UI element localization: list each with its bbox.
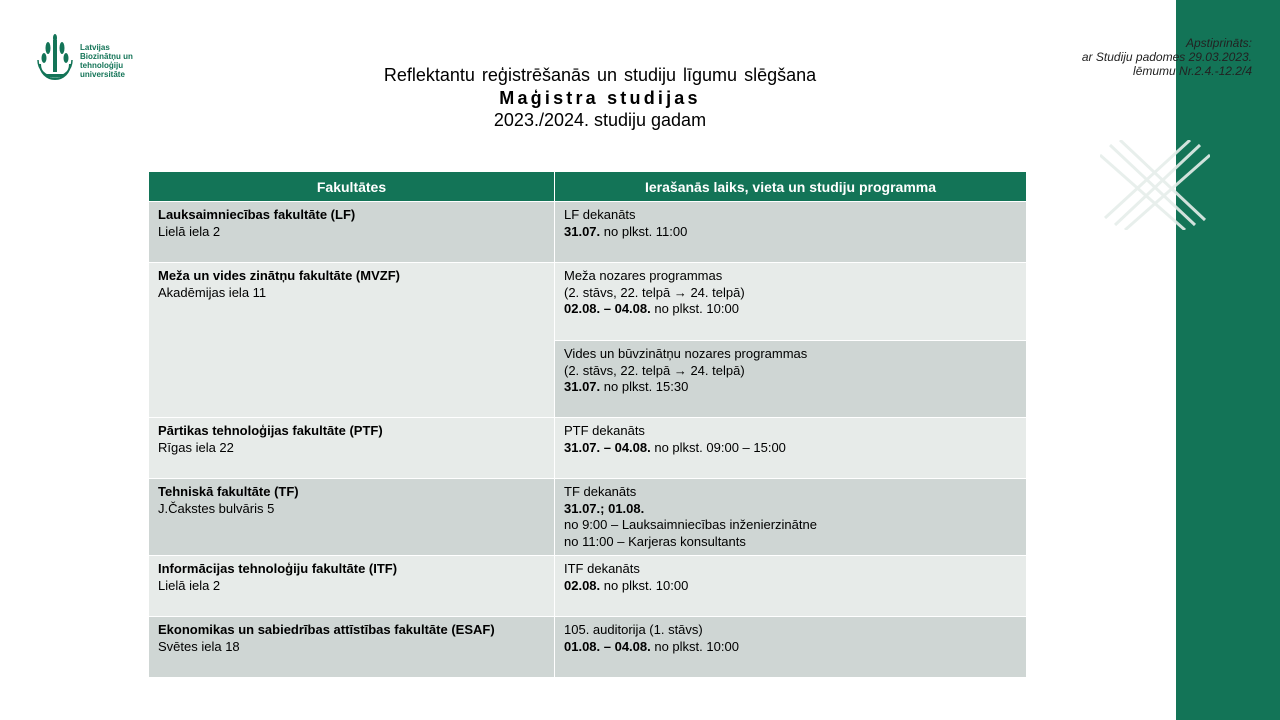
- arrival-place: Vides un būvzinātņu nozares programmas: [564, 346, 808, 361]
- faculty-name: Pārtikas tehnoloģijas fakultāte (PTF): [158, 423, 383, 438]
- arrival-cell: [555, 556, 1027, 617]
- arrival-date: 31.07.: [564, 223, 601, 239]
- column-header-faculties: Fakultātes: [149, 172, 555, 202]
- table-row: [149, 263, 1027, 341]
- arrival-cell: [555, 418, 1027, 479]
- table-row: [149, 556, 1027, 617]
- faculty-name: Meža un vides zinātņu fakultāte (MVZF): [158, 268, 400, 283]
- arrival-place: TF dekanāts: [564, 484, 637, 499]
- logo-line: Biozinātņu un: [80, 52, 133, 61]
- arrival-note: no 11:00 – Karjeras konsultants: [564, 533, 746, 549]
- arrival-datetime: [564, 639, 1017, 656]
- arrival-room: (2. stāvs, 22. telpā → 24. telpā): [564, 284, 745, 300]
- logo-line: Latvijas: [80, 43, 110, 52]
- table-row: [149, 418, 1027, 479]
- arrival-cell: [555, 617, 1027, 678]
- faculty-cell: [149, 479, 555, 556]
- arrival-time: no plkst. 09:00 – 15:00: [650, 439, 786, 455]
- faculty-address: J.Čakstes bulvāris 5: [158, 500, 275, 516]
- faculty-address: Lielā iela 2: [158, 577, 221, 593]
- arrival-datetime: [564, 578, 1017, 595]
- arrival-datetime: [564, 379, 1017, 396]
- arrival-datetime: [564, 301, 1017, 318]
- arrival-date: 31.07.: [564, 379, 601, 394]
- university-logo: [34, 34, 133, 88]
- title-main: Reflektantu reģistrēšanās un studiju līgumu slēgšana: [383, 65, 817, 85]
- faculty-name: Lauksaimniecības fakultāte (LF): [158, 207, 356, 222]
- faculty-cell: [149, 556, 555, 617]
- approval-note: [992, 36, 1252, 78]
- arrival-datetime: [564, 224, 1017, 241]
- arrival-cell: [555, 263, 1027, 341]
- page-title: [300, 64, 900, 132]
- table-row: [149, 617, 1027, 678]
- faculty-address: Lielā iela 2: [158, 223, 221, 239]
- faculty-name: Informācijas tehnoloģiju fakultāte (ITF): [158, 561, 398, 576]
- faculty-address: Rīgas iela 22: [158, 439, 234, 455]
- arrival-room: (2. stāvs, 22. telpā → 24. telpā): [564, 362, 745, 378]
- arrival-note: no 9:00 – Lauksaimniecības inženierzinātne: [564, 517, 817, 532]
- faculty-cell: [149, 617, 555, 678]
- arrival-place: PTF dekanāts: [564, 423, 645, 438]
- arrival-time: no plkst. 11:00: [600, 223, 688, 239]
- arrival-place: ITF dekanāts: [564, 561, 640, 576]
- arrival-date: 31.07. – 04.08.: [564, 439, 651, 455]
- approval-line: Apstiprināts:: [1185, 36, 1252, 50]
- arrival-date: 01.08. – 04.08.: [564, 638, 651, 654]
- cross-hatch-decoration-icon: [1100, 140, 1210, 230]
- faculty-cell: [149, 418, 555, 479]
- title-academic-year: 2023./2024. studiju gadam: [493, 110, 707, 130]
- faculty-cell: [149, 202, 555, 263]
- arrival-date: 31.07.; 01.08.: [564, 500, 645, 516]
- faculty-address: Svētes iela 18: [158, 638, 240, 654]
- arrival-cell: [555, 202, 1027, 263]
- arrival-place: LF dekanāts: [564, 207, 636, 222]
- arrival-cell: [555, 479, 1027, 556]
- arrival-date: 02.08.: [564, 577, 601, 593]
- arrival-date: 02.08. – 04.08.: [564, 301, 651, 316]
- university-emblem-icon: [34, 34, 76, 88]
- arrival-place: 105. auditorija (1. stāvs): [564, 622, 703, 637]
- table-header-row: [149, 172, 1027, 202]
- faculty-cell: [149, 263, 555, 418]
- arrival-datetime: [564, 440, 1017, 457]
- faculty-name: Ekonomikas un sabiedrības attīstības fakultāte (ESAF): [158, 622, 495, 637]
- approval-line: lēmumu Nr.2.4.-12.2/4: [1133, 64, 1252, 78]
- arrival-time: no plkst. 10:00: [650, 301, 739, 316]
- arrival-time: no plkst. 15:30: [600, 379, 689, 394]
- table-row: [149, 479, 1027, 556]
- column-header-arrival: Ierašanās laiks, vieta un studiju programma: [555, 172, 1027, 202]
- title-study-level: Maģistra studijas: [499, 88, 701, 108]
- faculty-name: Tehniskā fakultāte (TF): [158, 484, 299, 499]
- arrival-cell: [555, 341, 1027, 418]
- logo-line: tehnoloģiju: [80, 61, 124, 70]
- faculty-address: Akadēmijas iela 11: [158, 284, 267, 300]
- university-logo-text: [80, 43, 133, 79]
- registration-schedule-table: [148, 171, 1027, 678]
- arrival-place: Meža nozares programmas: [564, 268, 723, 283]
- arrival-time: no plkst. 10:00: [650, 638, 739, 654]
- logo-line: universitāte: [80, 70, 125, 79]
- approval-line: ar Studiju padomes 29.03.2023.: [1081, 50, 1252, 64]
- arrival-time: no plkst. 10:00: [600, 577, 689, 593]
- table-row: [149, 202, 1027, 263]
- brand-side-band: [1176, 0, 1280, 720]
